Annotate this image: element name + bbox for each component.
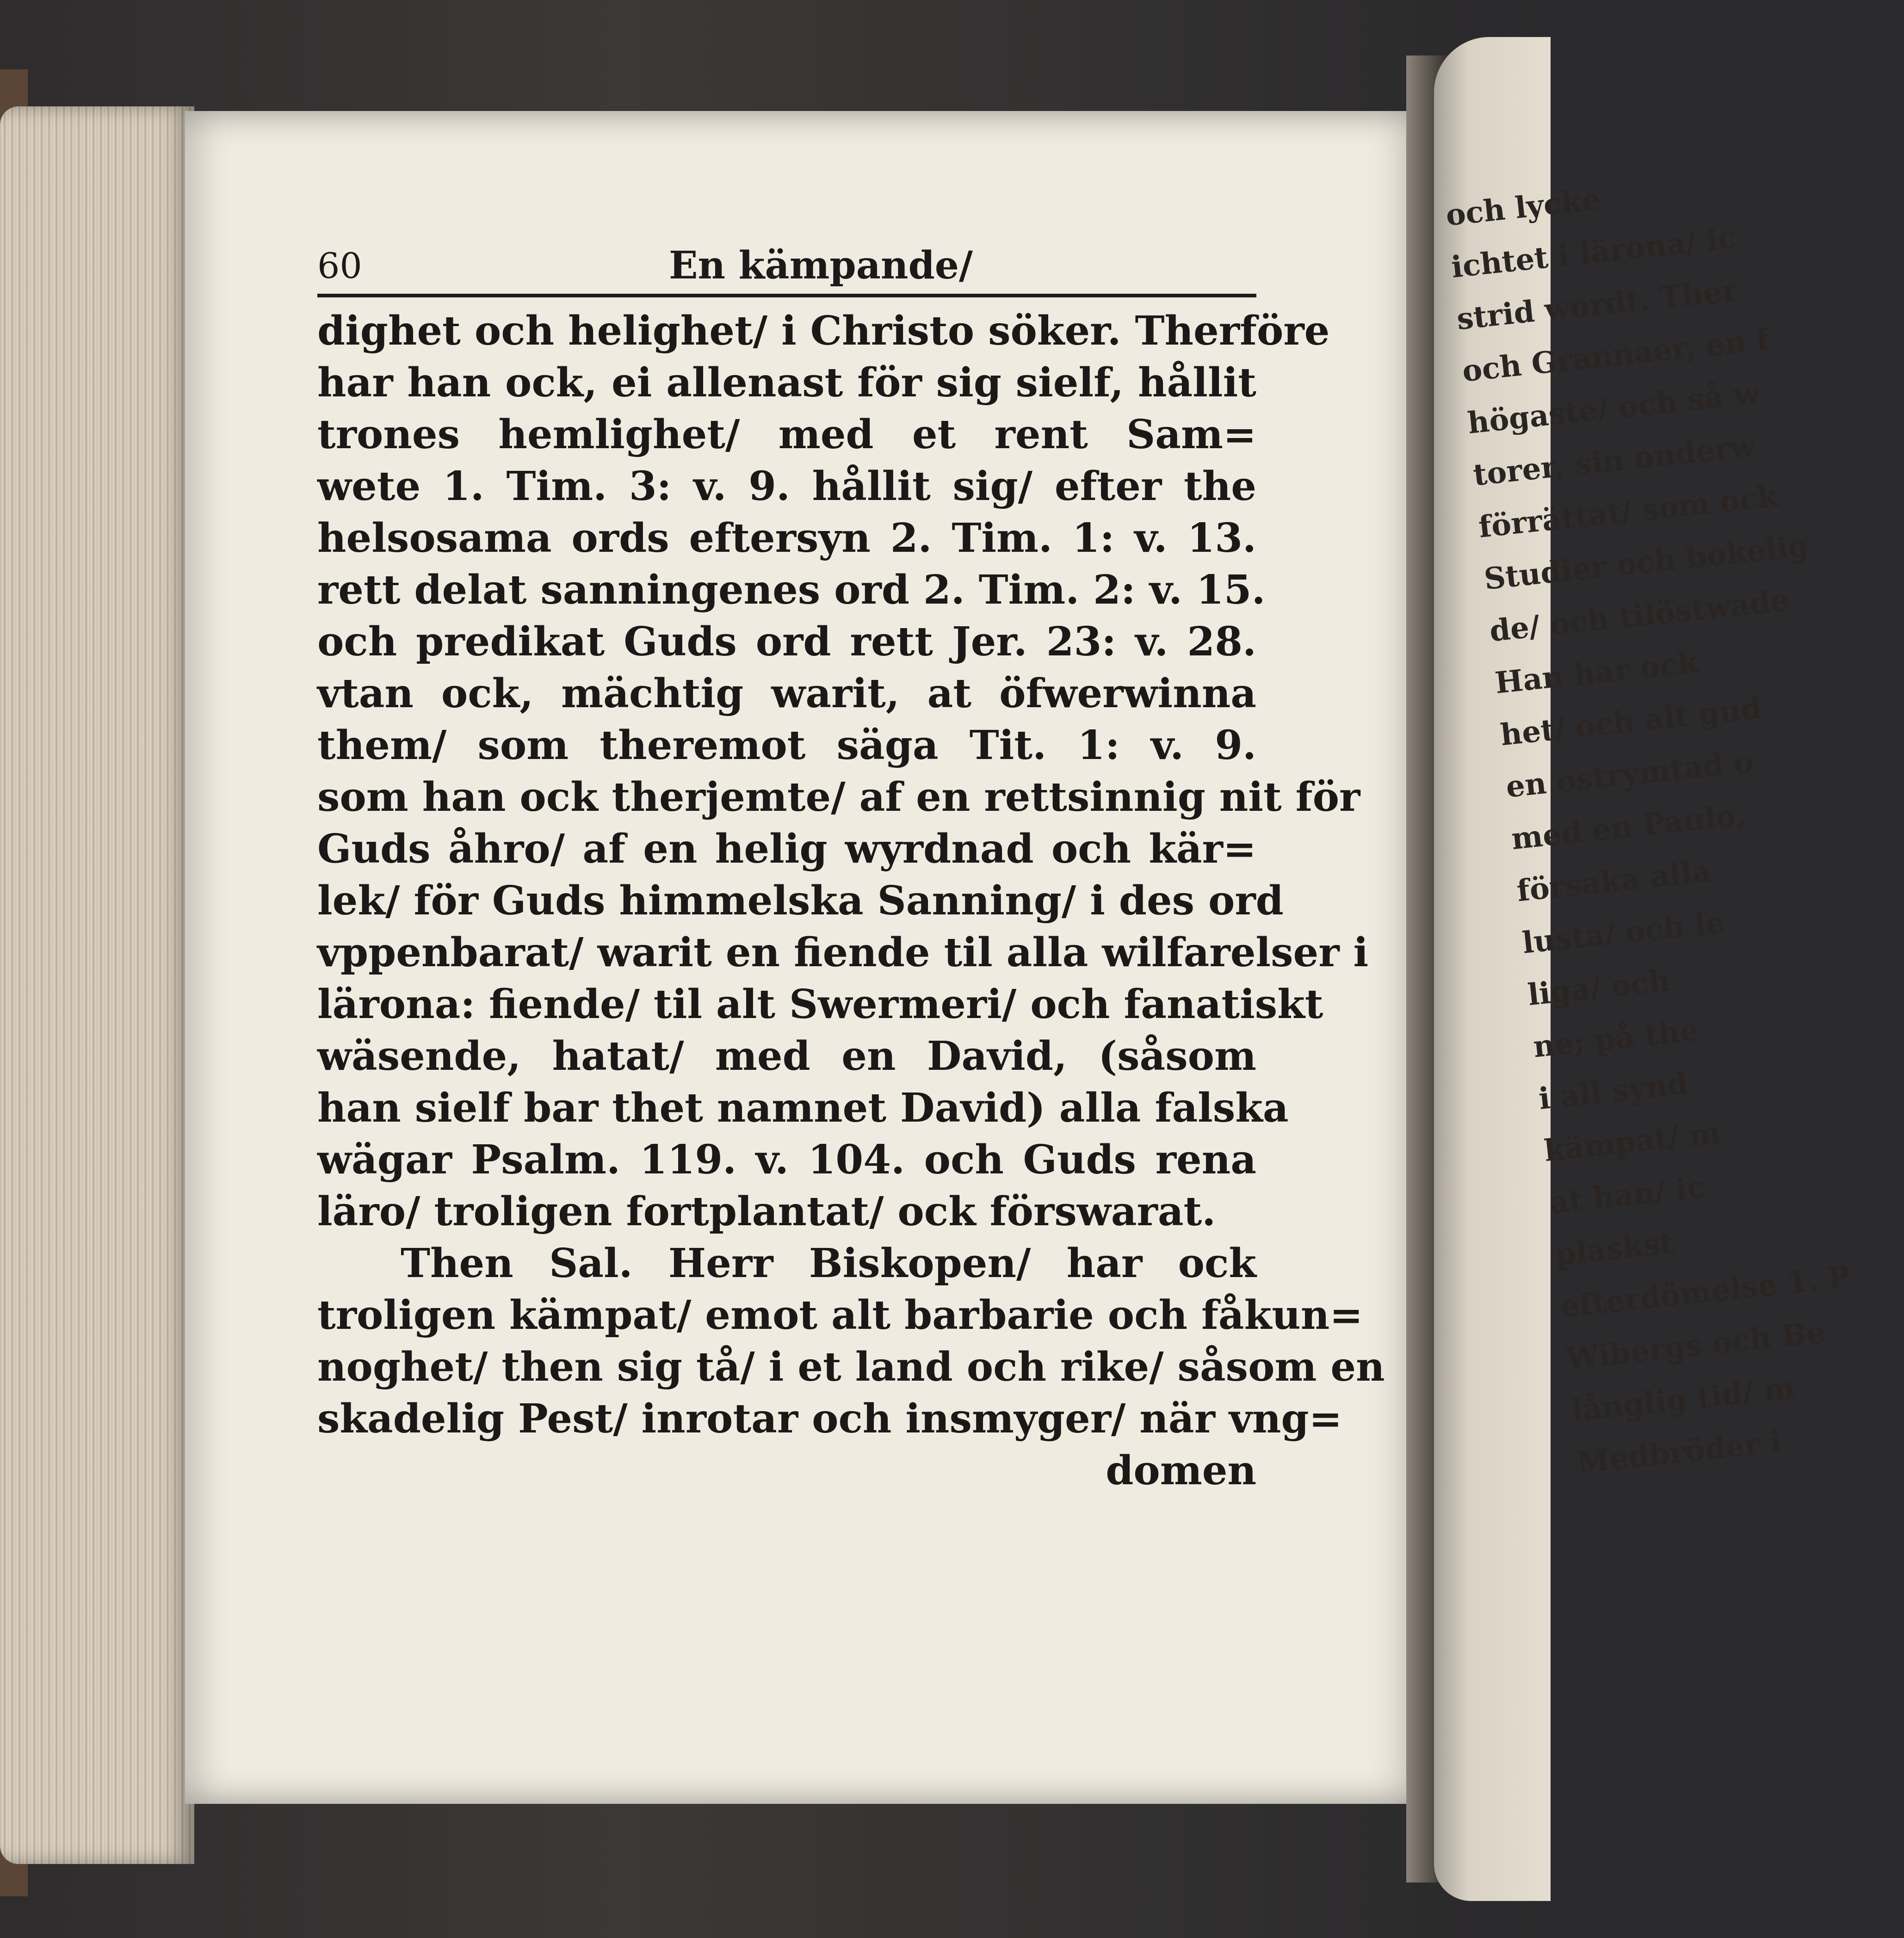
text-line: wägar Psalm. 119. v. 104. och Guds rena	[317, 1136, 1256, 1183]
facing-line: ichtet i lärona/ ic	[1449, 220, 1737, 285]
facing-line: Studier och bokelig	[1482, 528, 1811, 597]
text-line: skadelig Pest/ inrotar och insmyger/ när vng=	[317, 1395, 1342, 1442]
text-line: vppenbarat/ warit en fiende til alla wilfarelser i	[317, 929, 1369, 976]
facing-line: högaste/ och så w	[1466, 376, 1761, 441]
page-header	[317, 241, 1256, 291]
facing-line: efterdömelse 1. P	[1559, 1259, 1852, 1325]
text-line: lek/ för Guds himmelska Sanning/ i des ord	[317, 877, 1284, 924]
facing-line: liga/ och	[1526, 963, 1672, 1013]
facing-line: Medbröder i	[1575, 1424, 1783, 1481]
facing-line: försaka alla	[1515, 853, 1713, 909]
text-line: rett delat sanningenes ord 2. Tim. 2: v. 15.	[317, 567, 1266, 613]
facing-page-text	[1443, 178, 1852, 1489]
paragraph-start-line: Then Sal. Herr Biskopen/ har ock	[401, 1240, 1256, 1287]
text-line: trones hemlighet/ med et rent Sam=	[317, 411, 1256, 458]
text-line: dighet och helighet/ i Christo söker. Therföre	[317, 308, 1330, 354]
text-line: them/ som theremot säga Tit. 1: v. 9.	[317, 722, 1256, 769]
text-line: vtan ock, mächtig warit, at öfwerwinna	[317, 670, 1256, 717]
facing-line: ne; på the	[1531, 1012, 1700, 1065]
text-line: läro/ troligen fortplantat/ ock förswarat.	[317, 1188, 1216, 1235]
facing-line: i all synd	[1537, 1066, 1690, 1117]
text-line: wäsende, hatat/ med en David, (såsom	[317, 1033, 1256, 1080]
text-line: troligen kämpat/ emot alt barbarie och fåkun=	[317, 1292, 1363, 1339]
facing-line: och lycke	[1444, 182, 1602, 233]
running-title: En kämpande/	[669, 243, 973, 288]
facing-line: het/ och alt gud	[1499, 691, 1763, 753]
facing-line: at han/ ic	[1548, 1169, 1707, 1221]
facing-line: plaskst	[1553, 1225, 1675, 1273]
text-line: och predikat Guds ord rett Jer. 23: v. 28.	[317, 618, 1256, 665]
catchword: domen	[1106, 1447, 1256, 1494]
text-line: han sielf bar thet namnet David) alla falska	[317, 1085, 1289, 1131]
facing-line: Han har ock	[1493, 645, 1700, 701]
facing-line: med en Paulo,	[1509, 797, 1748, 857]
text-line: som han ock therjemte/ af en rettsinnig nit för	[317, 774, 1360, 821]
facing-line: lusta/ och le	[1521, 905, 1726, 961]
text-line: Guds åhro/ af en helig wyrdnad och kär=	[317, 826, 1256, 872]
text-line: har han ock, ei allenast för sig sielf, hållit	[317, 359, 1256, 406]
facing-line: långlig tid/ m	[1570, 1370, 1797, 1429]
body-text	[317, 305, 1385, 1497]
header-rule	[317, 294, 1256, 297]
facing-line: de/ och tilöstwade	[1488, 582, 1791, 649]
text-line: wete 1. Tim. 3: v. 9. hållit sig/ efter the	[317, 463, 1256, 510]
facing-line: Wibergs och Be	[1564, 1315, 1827, 1376]
facing-line: torer, sin onderw	[1471, 428, 1757, 493]
facing-line: strid wordt. Ther	[1455, 272, 1739, 337]
text-line: noghet/ then sig tå/ i et land och rike/ såsom en	[317, 1344, 1385, 1390]
facing-line: förrättat/ som ock	[1477, 479, 1780, 545]
text-line: helsosama ords eftersyn 2. Tim. 1: v. 13.	[317, 515, 1256, 562]
page-edges-left	[0, 106, 194, 1864]
facing-line: en ostrymtad o	[1504, 744, 1755, 805]
facing-page	[1434, 37, 1852, 1901]
page-number: 60	[317, 245, 362, 286]
facing-line: kämpat/ m	[1542, 1115, 1723, 1169]
text-line: lärona: fiende/ til alt Swermeri/ och fanatiskt	[317, 981, 1323, 1028]
facing-line: och Grannaer, en f	[1460, 322, 1771, 389]
